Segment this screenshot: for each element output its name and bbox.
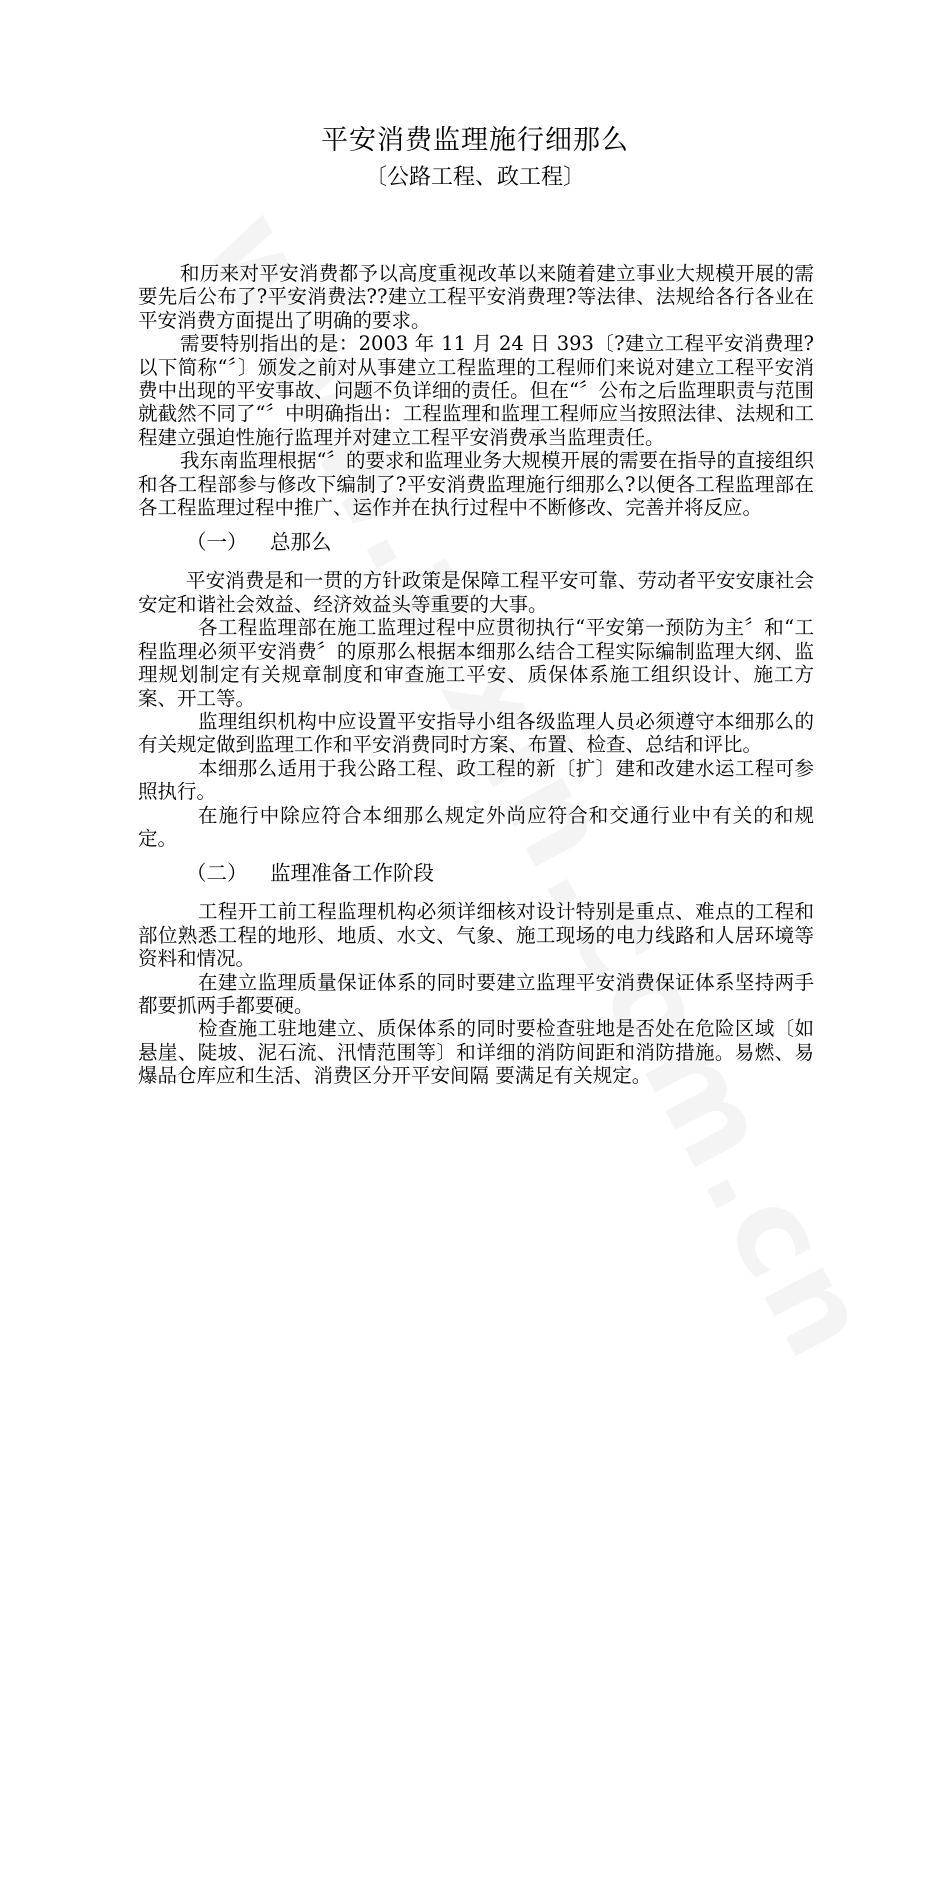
section-number: （二） <box>186 861 248 886</box>
section-2-paragraph-2: 在建立监理质量保证体系的同时要建立监理平安消费保证体系坚持两手都要抓两手都要硬。 <box>138 970 814 1017</box>
document-subtitle: 〔公路工程、政工程〕 <box>364 165 585 190</box>
section-title: 总那么 <box>270 530 332 555</box>
section-1-paragraph-4: 本细那么适用于我公路工程、政工程的新〔扩〕建和改建水运工程可参照执行。 <box>138 756 814 804</box>
section-1-paragraph-5: 在施行中除应符合本细那么规定外尚应符合和交通行业中有关的和规定。 <box>138 803 814 850</box>
document-body <box>138 262 814 1088</box>
section-2-paragraph-1: 工程开工前工程监理机构必须详细核对设计特别是重点、难点的工程和部位熟悉工程的地形、地质、水文、气象、施工现场的电力线路和人居环境等资料和情况。 <box>138 900 814 971</box>
section-1-paragraph-1: 平安消费是和一贯的方针政策是保障工程平安可靠、劳动者平安安康社会安定和谐社会效益、经济效益头等重要的大事。 <box>138 569 814 616</box>
section-title: 监理准备工作阶段 <box>270 861 434 886</box>
section-1-paragraph-2: 各工程监理部在施工监理过程中应贯彻执行“平安第一预防为主〞和“工程监理必须平安消费〞的原那么根据本细那么结合工程实际编制监理大纲、监理规划制定有关规章制度和审查施工平安、质保体系施工组织设计、施工方案、开工等。 <box>138 616 814 710</box>
intro-paragraph-1: 和历来对平安消费都予以高度重视改革以来随着建立事业大规模开展的需要先后公布了?平安消费法??建立工程平安消费理?等法律、法规给各行各业在平安消费方面提出了明确的要求。 <box>138 262 814 332</box>
section-number: （一） <box>186 530 248 555</box>
document-title: 平安消费监理施行细那么 <box>321 125 629 156</box>
intro-paragraph-3: 我东南监理根据“〞的要求和监理业务大规模开展的需要在指导的直接组织和各工程部参与修改下编制了?平安消费监理施行细那么?以便各工程监理部在各工程监理过程中推广、运作并在执行过程中不断修改、完善并将反应。 <box>138 449 814 520</box>
section-heading-2 <box>138 860 814 886</box>
section-heading-1 <box>138 529 814 555</box>
section-1-paragraph-3: 监理组织机构中应设置平安指导小组各级监理人员必须遵守本细那么的有关规定做到监理工作和平安消费同时方案、布置、检查、总结和评比。 <box>138 709 814 757</box>
intro-paragraph-2: 需要特别指出的是：2003 年 11 月 24 日 393〔?建立工程平安消费理?以下简称“〞〕颁发之前对从事建立工程监理的工程师们来说对建立工程平安消费中出现的平安事故、问题不负详细的责任。但在“〞公布之后监理职责与范围就截然不同了“〞中明确指出：工程监理和监理工程师应当按照法律、法规和工程建立强迫性施行监理并对建立工程平安消费承当监理责任。 <box>138 332 814 449</box>
section-2-paragraph-3: 检查施工驻地建立、质保体系的同时要检查驻地是否处在危险区域〔如悬崖、陡坡、泥石流、汛情范围等〕和详细的消防间距和消防措施。易燃、易爆品仓库应和生活、消费区分开平安间隔 要满足有关规定。 <box>138 1017 814 1088</box>
